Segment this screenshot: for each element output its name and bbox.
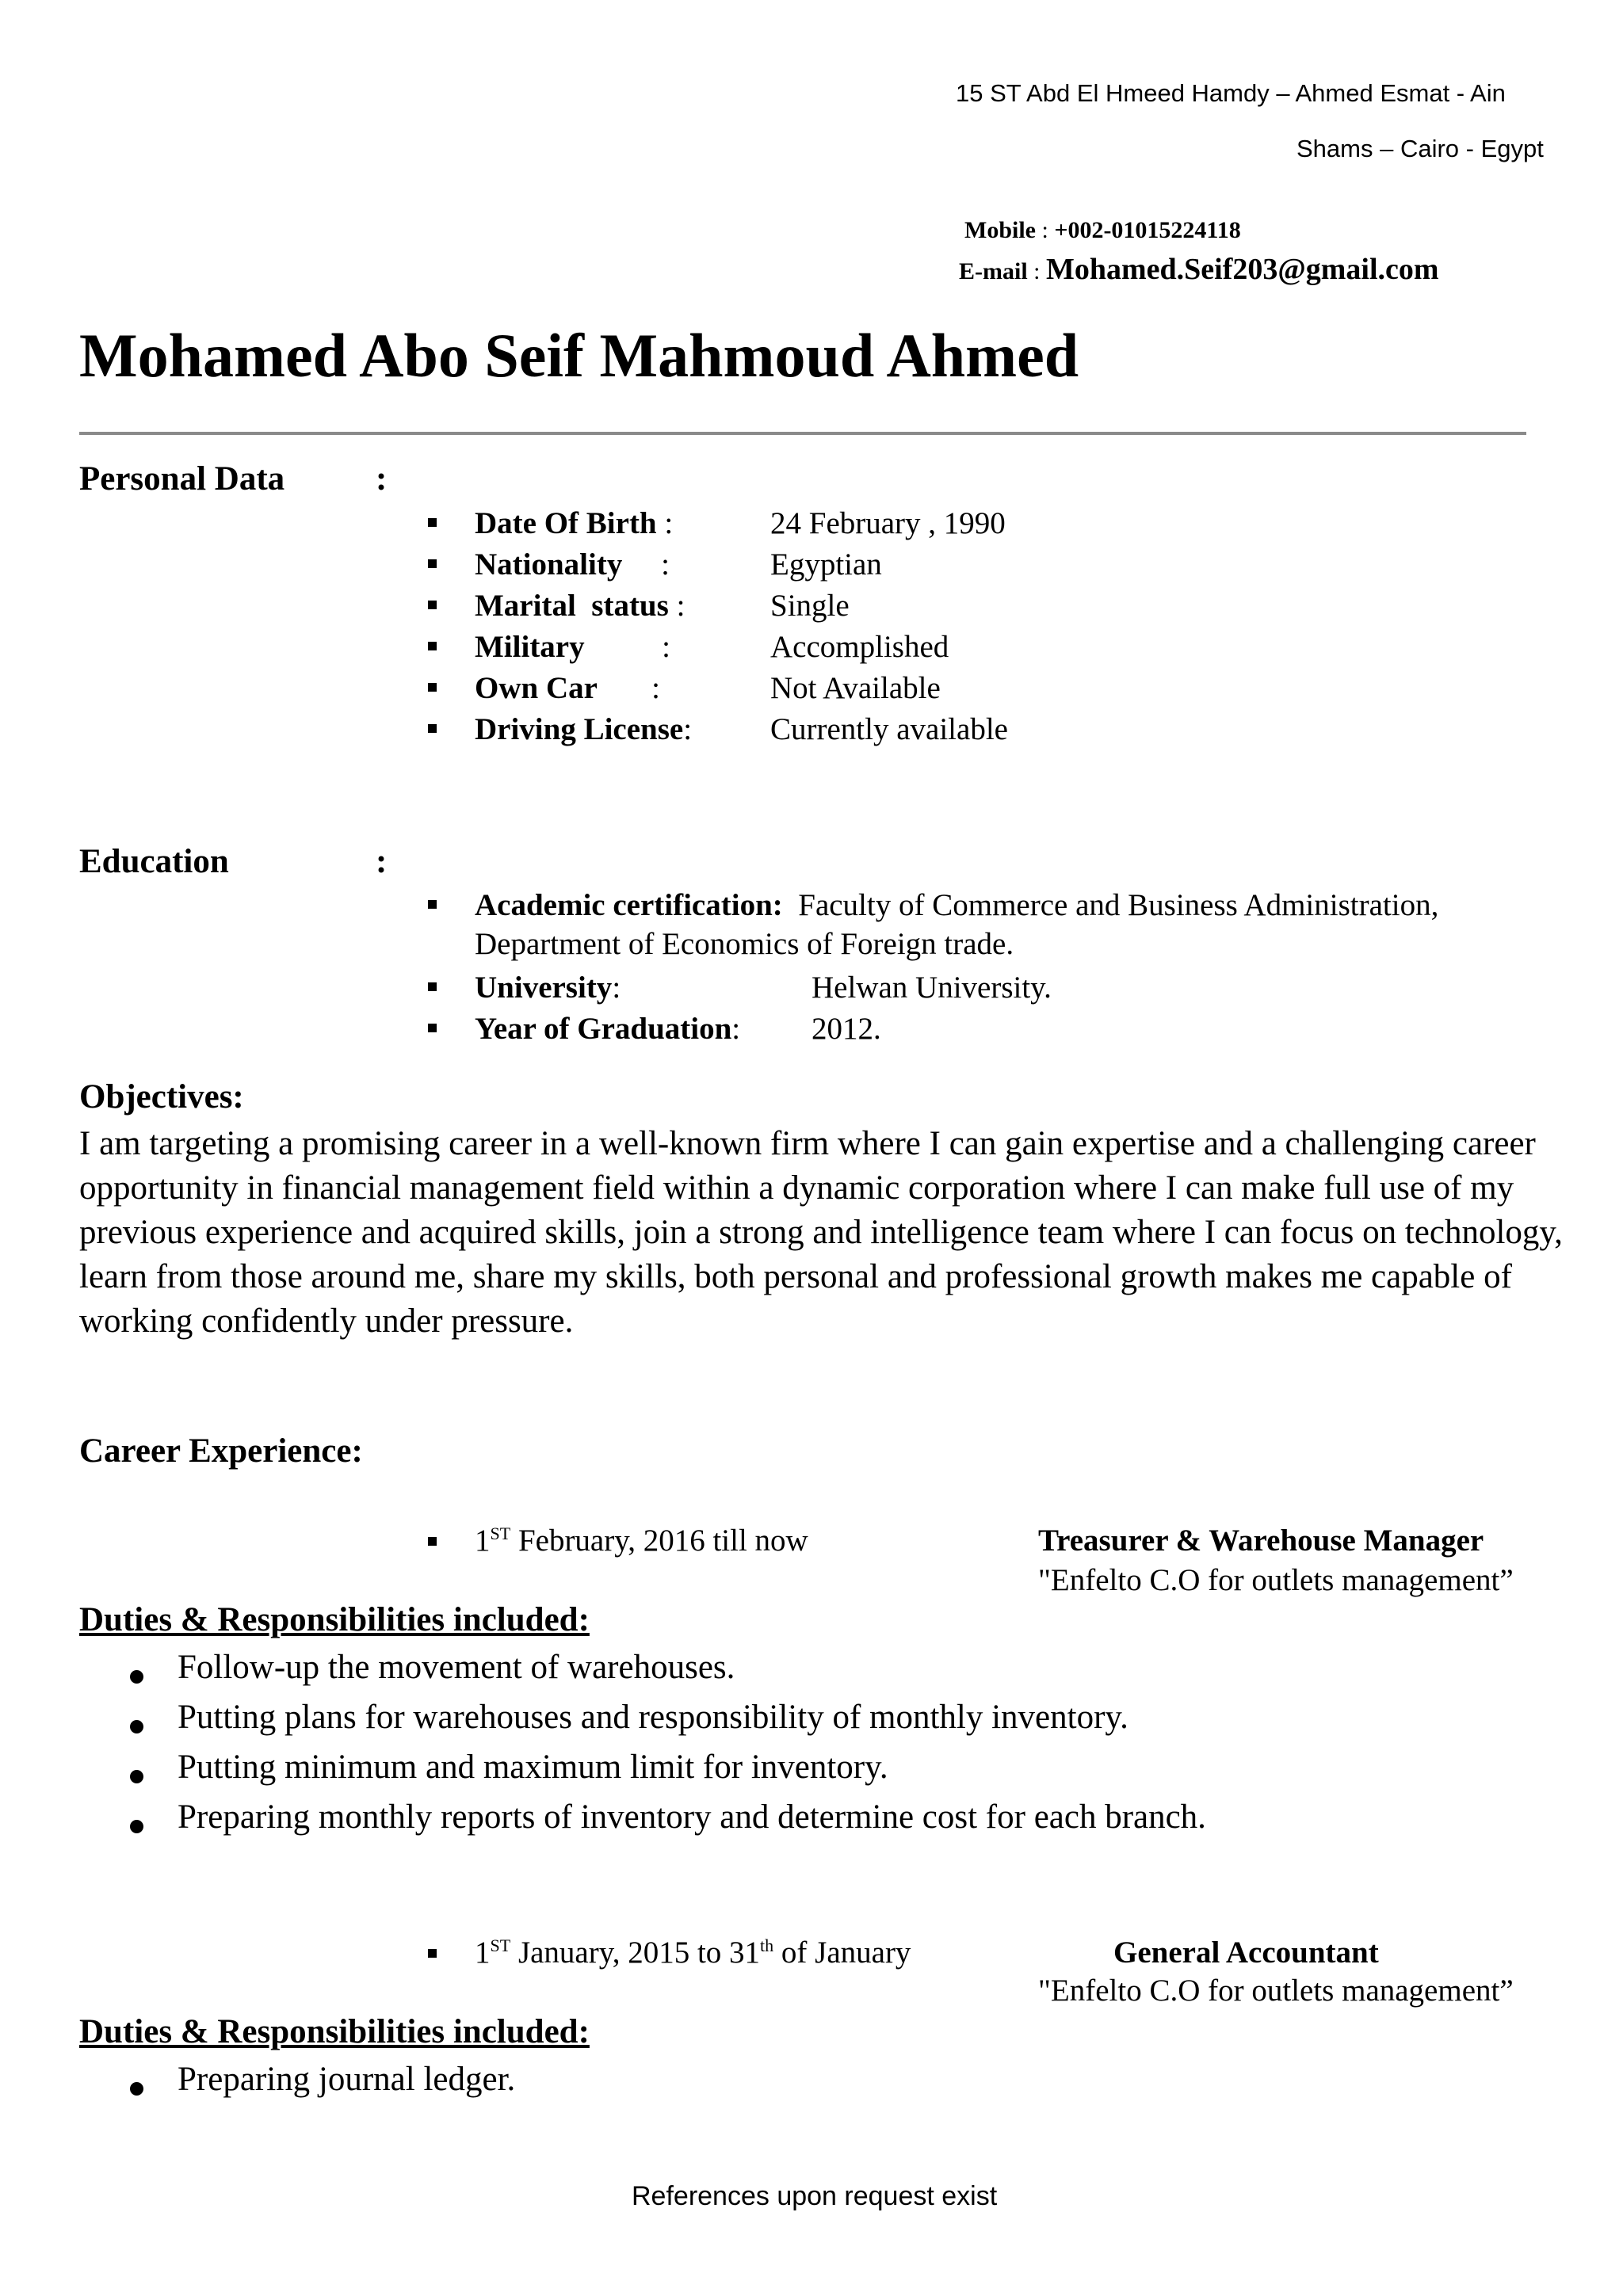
personal-item-value: 24 February , 1990 [770, 506, 1006, 540]
job-date: 1ST February, 2016 till now [475, 1524, 808, 1558]
education-colon: : [376, 843, 388, 880]
duties-heading: Duties & Responsibilities included: [79, 1601, 590, 1638]
bullet-square [428, 1537, 437, 1546]
personal-item-label: Date Of Birth : [475, 506, 674, 540]
objectives-text: I am targeting a promising career in a well-known firm where I can gain expertise and a challenging career opportunity in financial management field within a dynamic corporation where I can make full use of my previous experience and acquired skills, join a strong and intelligence team where I can focus on technology, learn from those around me, share my skills, both personal and professional growth makes me capable of working confidently under pressure. [79, 1125, 1563, 1340]
mobile-separator: : [1036, 217, 1055, 243]
duty-item: Follow-up the movement of warehouses. [178, 1649, 735, 1686]
address-line-1: 15 ST Abd El Hmeed Hamdy – Ahmed Esmat - Ain [956, 79, 1506, 107]
bullet-square [428, 1024, 437, 1032]
personal-item-label: Marital status : [475, 589, 685, 623]
personal-data-heading: Personal Data [79, 460, 285, 498]
bullet-square [428, 683, 437, 692]
bullet-dot [130, 1770, 143, 1783]
bullet-square [428, 1949, 437, 1958]
duties-heading: Duties & Responsibilities included: [79, 2013, 590, 2050]
personal-item-label: Nationality : [475, 547, 670, 582]
job-company: "Enfelto C.O for outlets management” [1038, 1974, 1514, 2008]
bullet-square [428, 559, 437, 568]
bullet-dot [130, 1820, 143, 1833]
email-separator: : [1027, 258, 1047, 284]
duty-item: Preparing monthly reports of inventory and determine cost for each branch. [178, 1798, 1206, 1836]
academic-certification-value: Faculty of Commerce and Business Administration, [798, 888, 1439, 922]
job-company: "Enfelto C.O for outlets management” [1038, 1563, 1514, 1597]
bullet-square [428, 724, 437, 733]
personal-item-label: Own Car : [475, 671, 661, 705]
personal-item-value: Single [770, 589, 850, 623]
education-heading: Education [79, 843, 229, 880]
personal-item-label: Driving License: [475, 712, 693, 746]
header-divider [79, 432, 1526, 435]
duty-item: Putting plans for warehouses and responsibility of monthly inventory. [178, 1699, 1128, 1736]
personal-item-value: Egyptian [770, 547, 882, 582]
personal-item-value: Currently available [770, 712, 1008, 746]
university-value: Helwan University. [812, 971, 1052, 1005]
bullet-dot [130, 2082, 143, 2096]
bullet-square [428, 982, 437, 991]
address-line-2: Shams – Cairo - Egypt [1296, 135, 1544, 162]
personal-item-label: Military : [475, 630, 670, 664]
academic-certification [475, 887, 1438, 923]
graduation-label: Year of Graduation: [475, 1012, 741, 1046]
duty-item: Putting minimum and maximum limit for inventory. [178, 1749, 888, 1786]
academic-certification-label: Academic certification: [475, 888, 783, 922]
graduation-value: 2012. [812, 1012, 881, 1046]
bullet-square [428, 900, 437, 909]
objectives-heading: Objectives: [79, 1078, 244, 1116]
references-footer: References upon request exist [632, 2181, 998, 2211]
career-experience-heading: Career Experience: [79, 1432, 363, 1470]
personal-data-colon: : [376, 460, 388, 498]
duty-item: Preparing journal ledger. [178, 2061, 516, 2098]
job-title: General Accountant [1113, 1936, 1379, 1970]
email-value: Mohamed.Seif203@gmail.com [1046, 253, 1439, 286]
bullet-dot [130, 1720, 143, 1733]
bullet-square [428, 642, 437, 650]
bullet-square [428, 601, 437, 609]
job-date: 1ST January, 2015 to 31th of January [475, 1936, 911, 1970]
mobile-label: Mobile [964, 217, 1036, 243]
candidate-name: Mohamed Abo Seif Mahmoud Ahmed [79, 321, 1079, 390]
personal-item-value: Accomplished [770, 630, 949, 664]
job-title: Treasurer & Warehouse Manager [1038, 1524, 1484, 1558]
bullet-square [428, 518, 437, 527]
university-label: University: [475, 971, 621, 1005]
email-line [959, 252, 1439, 287]
personal-item-value: Not Available [770, 671, 941, 705]
mobile-line [964, 217, 1241, 244]
mobile-value: +002-01015224118 [1054, 217, 1241, 243]
bullet-dot [130, 1670, 143, 1684]
email-label: E-mail [959, 258, 1028, 284]
academic-certification-department: Department of Economics of Foreign trade. [475, 927, 1014, 961]
